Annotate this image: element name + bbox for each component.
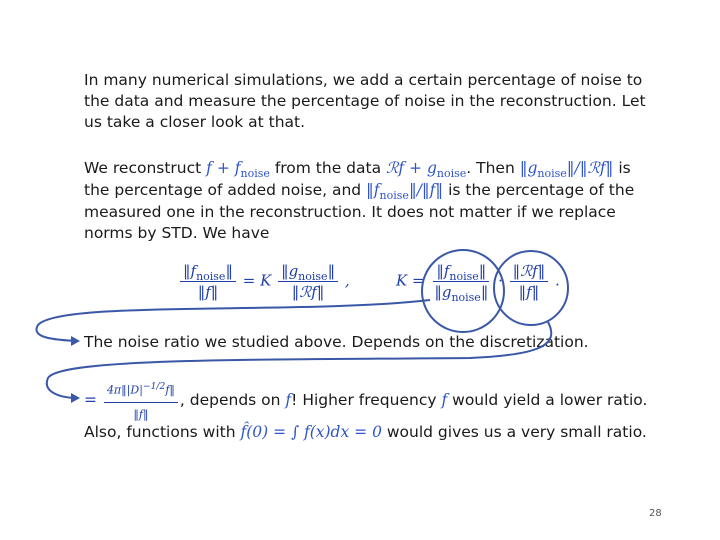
depends-equals: = bbox=[84, 390, 97, 409]
depends-math-f: f bbox=[285, 390, 292, 409]
p2-text-1: We reconstruct bbox=[84, 159, 207, 177]
p2-text-5: is the percentage of the measured one in the reconstruction. It does not matter if we replace norms by STD. We have bbox=[84, 181, 635, 242]
p2-text-4: is the percentage of added noise, and bbox=[84, 159, 631, 199]
also-text-2: would gives us a very small ratio. bbox=[386, 423, 647, 441]
also-math: f̂(0) = ∫ f(x)dx = 0 bbox=[240, 423, 382, 441]
depends-text-3: would yield a lower ratio. bbox=[452, 390, 648, 409]
rhs-fraction: $\frac{‖g_{noise}‖}{\text{‖ℛf‖}}$ bbox=[278, 262, 338, 301]
k-dot: · bbox=[498, 271, 503, 290]
p2-math-data: ℛf + $g_{noise}$ bbox=[386, 159, 467, 180]
noise-ratio-line: The noise ratio we studied above. Depends on the discretization. bbox=[84, 333, 589, 351]
also-text-1: Also, functions with bbox=[84, 423, 241, 441]
equals-K: = K bbox=[242, 271, 272, 290]
depends-text-1: , depends on bbox=[179, 390, 286, 409]
k-fraction-1: $\frac{‖f_{noise}‖}{‖g_{noise}‖}$ bbox=[434, 262, 489, 304]
p2-math-measured-noise: $‖f_{noise}‖/‖f‖$ bbox=[366, 181, 444, 202]
lhs-fraction: $\frac{‖f_{noise}‖}{‖f‖}$ bbox=[180, 262, 236, 301]
annotation-circle-right bbox=[494, 251, 568, 325]
page-number: 28 bbox=[649, 508, 662, 519]
p2-math-reconstruct: $f + f_{noise}$ bbox=[206, 159, 270, 180]
k-period: . bbox=[554, 271, 560, 290]
p2-math-added-noise: $‖g_{noise}‖/‖ℛf‖$ bbox=[519, 159, 614, 180]
k-fraction-2: $\frac{\text{‖ℛf‖}}{‖f‖}$ bbox=[510, 262, 549, 301]
depends-text-2: ! Higher frequency bbox=[291, 390, 442, 409]
p2-text-3: . Then bbox=[466, 159, 520, 177]
depends-math-f2: f bbox=[441, 390, 448, 409]
arrow-head-bottom bbox=[71, 393, 80, 403]
intro-paragraph: In many numerical simulations, we add a certain percentage of noise to the data and measure the percentage of noise in the reconstruction. Let us take a closer look at that. bbox=[84, 71, 646, 131]
equation-comma: , bbox=[344, 271, 350, 290]
annotation-arrow-top bbox=[36, 300, 430, 341]
depends-fraction: $\frac{4\pi‖|D|^{-1/2}f‖}{‖f‖}$ bbox=[104, 376, 178, 425]
annotation-circle-left bbox=[422, 250, 504, 332]
p2-text-2: from the data bbox=[274, 159, 387, 177]
k-equals: K = bbox=[396, 271, 425, 290]
arrow-head-top bbox=[71, 336, 80, 346]
annotation-arrow-bottom bbox=[47, 322, 551, 398]
